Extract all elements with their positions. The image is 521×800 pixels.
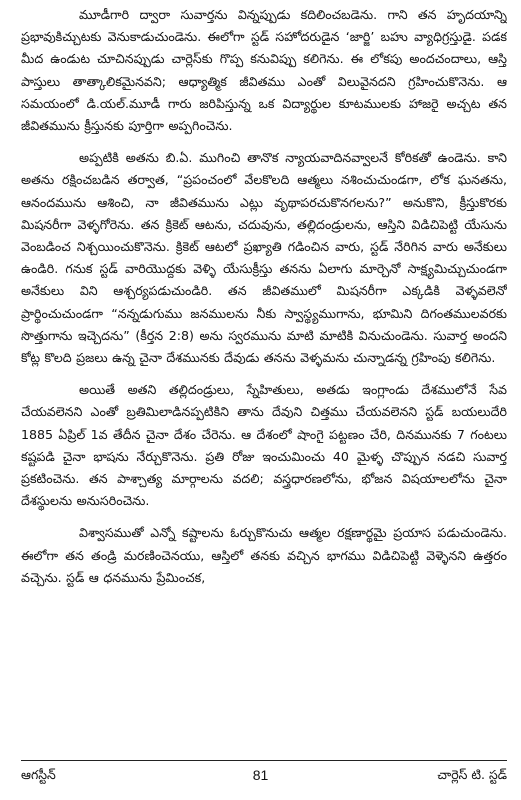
body-text	[21, 4, 507, 742]
footer-divider	[21, 760, 507, 761]
paragraph-3: అయితే అతని తల్లిదండ్రులు, స్నేహితులు, అతడు ఇంగ్లాండు దేశములోనే సేవ చేయవలెనని ఎంతో బ్రతిమిలాడినప్పటికిని తాను దేవుని చిత్తము చేయవలెనని స్టడ్ బయలుదేరి 1885 ఏప్రిల్ 1వ తేదీన చైనా దేశం చేరెను. ఆ దేశంలో షాంగై పట్టణం చేరి, దినమునకు 7 గంటలు కష్టపడి చైనా భాషను నేర్చుకొనెను. ప్రతి రోజు ఇంచుమించు 40 మైళ్ళ చొప్పున నడచి సువార్త ప్రకటించెను. తన పాశ్చాత్య మార్గాలను వదలి; వస్త్రధారణలోను, భోజన విషయాలలోను చైనా దేశస్థులను అనుసరించెను.	[21, 382, 507, 509]
footer-chapter-title: చార్లెస్ టి. స్టడ్	[437, 767, 507, 782]
page-number: 81	[252, 767, 269, 783]
footer-author: ఆగస్టీన్	[21, 767, 56, 782]
paragraph-4: విశ్వాసముతో ఎన్నో కష్టాలను ఓర్చుకొనుచు ఆత్మల రక్షణార్థమై ప్రయాస పడుచుండెను. ఈలోగా తన తండ్రి మరణించెనయు, ఆస్తిలో తనకు వచ్చిన భాగము విడిచిపెట్టి వెళ్ళెనని ఉత్తరం వచ్చెను. స్టడ్ ఆ ధనమును ప్రేమించక,	[21, 525, 507, 585]
paragraph-1: మూడీగారి ద్వారా సువార్తను విన్నప్పుడు కదిలించబడెను. గాని తన హృదయాన్ని ప్రభావుకిచ్చుటకు వెనుకాడుచుండెను. ఈలోగా స్టడ్ సహోదరుడైన ‘జార్జి’ బహు వ్యాధిగ్రస్తుడై. పడక మీద ఉండుట చూచినప్పుడు చార్లెస్‌కు గొప్ప కనువిప్పు కలిగెను. ఈ లోకపు అందచందాలు, ఆస్తి పాస్తులు తాత్కాలికమైనవని; ఆధ్యాత్మిక జీవితము ఎంతో విలువైనదని గ్రహించుకొనెను. ఆ సమయంలో డి.యల్.మూడీ గారు జరిపిస్తున్న ఒక విద్యార్థుల కూటములకు హాజరై అచ్చట తన జీవితమును క్రీస్తునకు పూర్తిగా అప్పగించెను.	[21, 7, 507, 134]
paragraph-2: అప్పటికి అతను బి.ఏ. ముగించి తానొక న్యాయవాదినవ్వాలనే కోరికతో ఉండెను. కాని అతను రక్షించబడిన తర్వాత, “ప్రపంచంలో వేలకొలది ఆత్మలు నశించుచుండగా, లోక ఘనతను, ఆనందమును ఆశించి, నా జీవితమును ఎట్లు వృథాపరచుకొనగలను?” అనుకొని, క్రీస్తుకొరకు మిషనరీగా వెళ్ళగోరెను. తన క్రికెట్ ఆటను, చదువును, తల్లిదండ్రులను, ఆస్తిని విడిచిపెట్టి యేసును వెంబడించ నిశ్చయించుకొనెను. క్రికెట్ ఆటలో ప్రఖ్యాతి గడించిన వారు, స్టడ్ నేరిగిన వారు అనేకులు ఉండిరి. గనుక స్టడ్ వారియొద్దకు వెళ్ళి యేసుక్రీస్తు తనను ఏలాగు మార్చెనో సాక్ష్యమిచ్చుచుండగా అనేకులు విని ఆశ్చర్యపడుచుండిరి. తన జీవితములో మిషనరీగా ఎక్కడికి వెళ్ళవలెనో ప్రార్థించుచుండగా “నన్నడుగుము జనములను నీకు స్వాస్థ్యముగాను, భూమిని దిగంతములవరకు సొత్తుగాను ఇచ్చెదను” (కీర్తన 2:8) అను స్వరమును మాటి మాటికి వినుచుండెను. సువార్త అందని కోట్ల కొలది ప్రజలు ఉన్న చైనా దేశమునకు దేవుడు తనను వెళ్ళమను చున్నాడన్న గ్రహింపు కలిగెను.	[21, 150, 507, 366]
